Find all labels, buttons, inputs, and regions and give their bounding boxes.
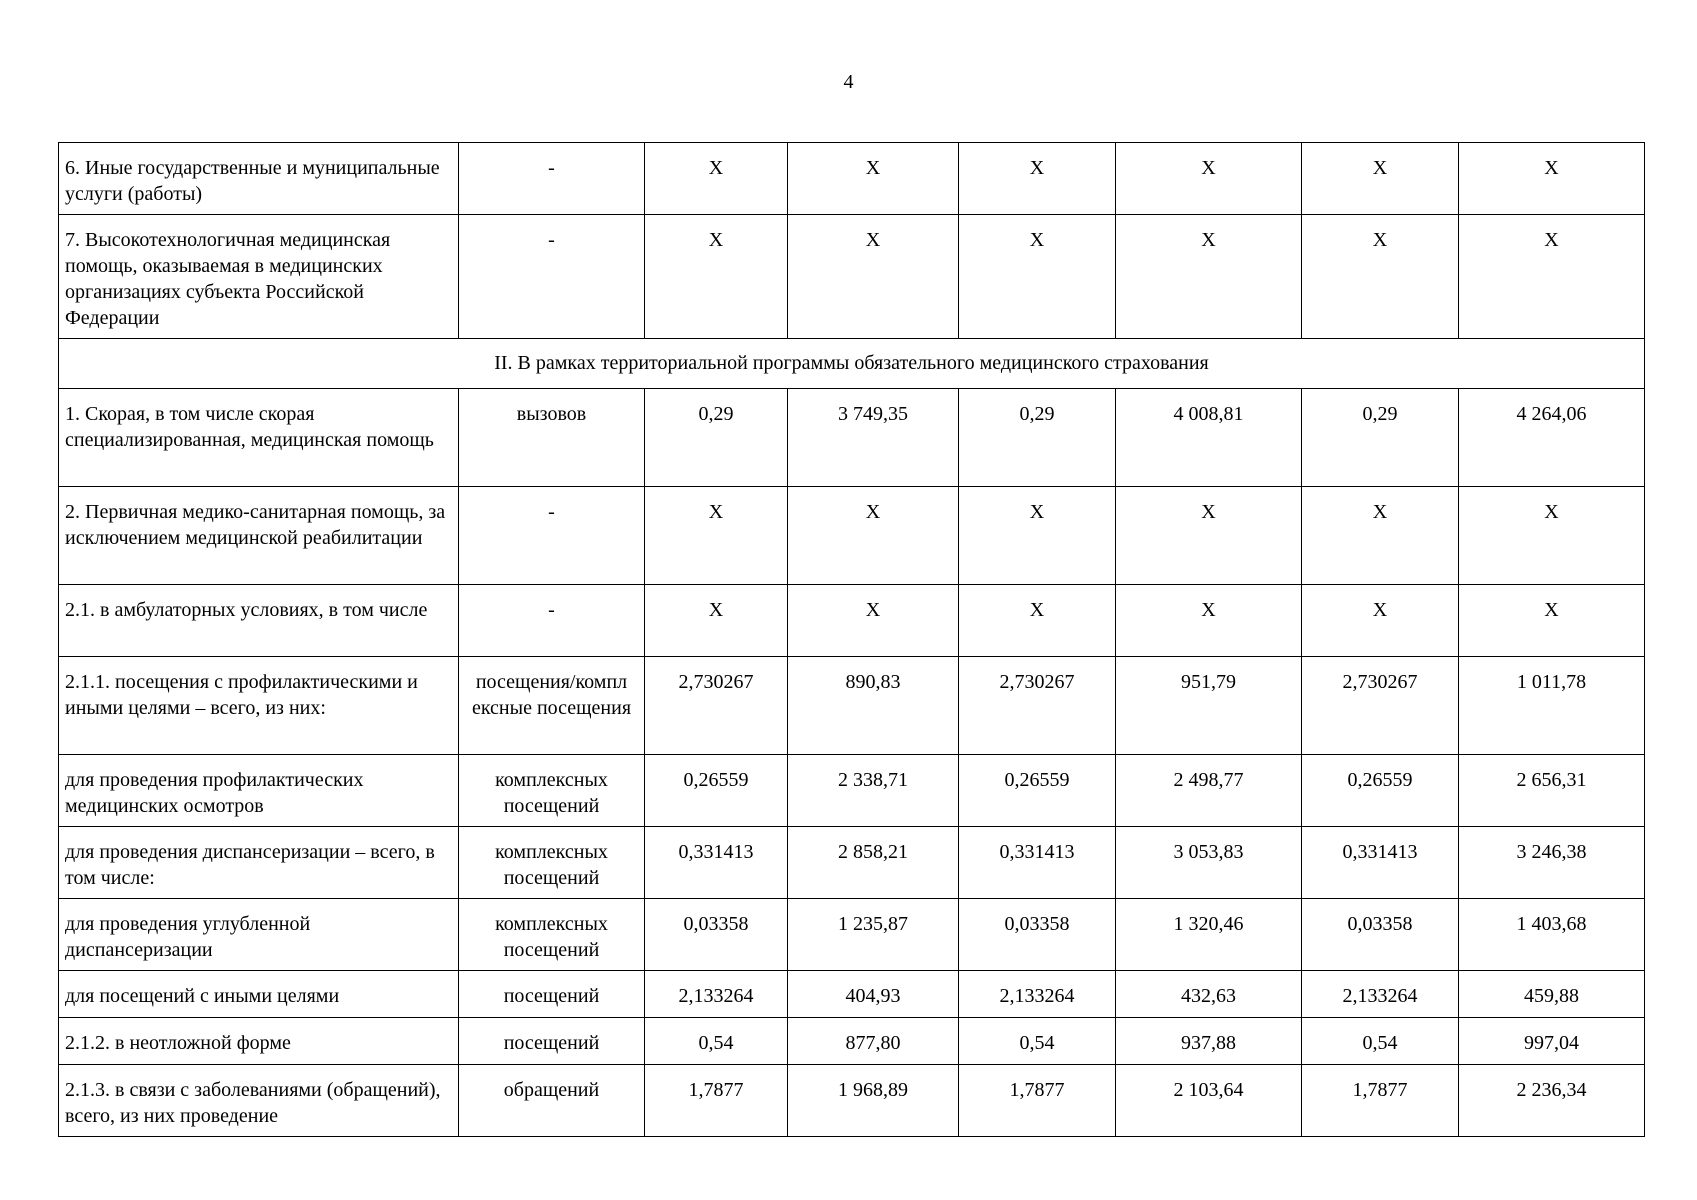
table-row	[59, 657, 1645, 755]
value-cell: 459,88	[1459, 971, 1645, 1018]
value-cell: 0,331413	[645, 827, 788, 899]
care-type-cell: 2. Первичная медико-санитарная помощь, за исключением медицинской реабилитации	[59, 487, 459, 585]
value-cell: 2 498,77	[1116, 755, 1302, 827]
value-cell: 3 246,38	[1459, 827, 1645, 899]
care-type-cell: 2.1.1. посещения с профилактическими и иными целями – всего, из них:	[59, 657, 459, 755]
table-body	[59, 143, 1645, 1137]
value-cell: X	[645, 143, 788, 215]
value-cell: 2,133264	[959, 971, 1116, 1018]
value-cell: 890,83	[788, 657, 959, 755]
value-cell: X	[1302, 487, 1459, 585]
value-cell: 0,26559	[645, 755, 788, 827]
table-row	[59, 585, 1645, 657]
value-cell: X	[1116, 143, 1302, 215]
care-type-cell: для посещений с иными целями	[59, 971, 459, 1018]
value-cell: X	[1116, 215, 1302, 339]
value-cell: 4 264,06	[1459, 389, 1645, 487]
table-row	[59, 1065, 1645, 1137]
table-row	[59, 487, 1645, 585]
value-cell: 2,133264	[645, 971, 788, 1018]
value-cell: 0,54	[959, 1018, 1116, 1065]
value-cell: X	[1459, 215, 1645, 339]
unit-cell: комплексных посещений	[459, 827, 645, 899]
value-cell: 2 338,71	[788, 755, 959, 827]
value-cell: X	[1116, 585, 1302, 657]
value-cell: X	[959, 487, 1116, 585]
care-type-cell: 2.1.3. в связи с заболеваниями (обращений), всего, из них проведение	[59, 1065, 459, 1137]
value-cell: X	[645, 215, 788, 339]
value-cell: 1,7877	[1302, 1065, 1459, 1137]
value-cell: X	[788, 585, 959, 657]
care-type-cell: для проведения профилактических медицинских осмотров	[59, 755, 459, 827]
value-cell: X	[1302, 585, 1459, 657]
value-cell: 3 053,83	[1116, 827, 1302, 899]
value-cell: X	[1302, 143, 1459, 215]
value-cell: X	[1459, 585, 1645, 657]
unit-cell: посещений	[459, 1018, 645, 1065]
value-cell: X	[788, 143, 959, 215]
unit-cell: комплексных посещений	[459, 755, 645, 827]
value-cell: X	[645, 487, 788, 585]
care-type-cell: для проведения углубленной диспансеризации	[59, 899, 459, 971]
value-cell: 0,54	[1302, 1018, 1459, 1065]
value-cell: 937,88	[1116, 1018, 1302, 1065]
care-type-cell: 6. Иные государственные и муниципальные услуги (работы)	[59, 143, 459, 215]
value-cell: 1,7877	[645, 1065, 788, 1137]
medical-care-norms-table	[58, 142, 1645, 1137]
care-type-cell: 7. Высокотехнологичная медицинская помощь, оказываемая в медицинских организациях субъекта Российской Федерации	[59, 215, 459, 339]
unit-cell: посещений	[459, 971, 645, 1018]
section-header-row	[59, 339, 1645, 389]
unit-cell: комплексных посещений	[459, 899, 645, 971]
value-cell: 2 858,21	[788, 827, 959, 899]
value-cell: 1 235,87	[788, 899, 959, 971]
value-cell: 0,03358	[959, 899, 1116, 971]
value-cell: 0,331413	[959, 827, 1116, 899]
value-cell: X	[959, 585, 1116, 657]
value-cell: 1 320,46	[1116, 899, 1302, 971]
value-cell: 877,80	[788, 1018, 959, 1065]
value-cell: X	[959, 215, 1116, 339]
unit-cell: -	[459, 585, 645, 657]
table-row	[59, 143, 1645, 215]
value-cell: 1 968,89	[788, 1065, 959, 1137]
value-cell: X	[788, 215, 959, 339]
unit-cell: посещения/компл ексные посещения	[459, 657, 645, 755]
value-cell: 432,63	[1116, 971, 1302, 1018]
value-cell: 0,29	[645, 389, 788, 487]
care-type-cell: 1. Скорая, в том числе скорая специализированная, медицинская помощь	[59, 389, 459, 487]
value-cell: 2,730267	[645, 657, 788, 755]
unit-cell: -	[459, 487, 645, 585]
value-cell: 404,93	[788, 971, 959, 1018]
table-row	[59, 827, 1645, 899]
care-type-cell: 2.1.2. в неотложной форме	[59, 1018, 459, 1065]
value-cell: 0,03358	[1302, 899, 1459, 971]
value-cell: 2 236,34	[1459, 1065, 1645, 1137]
value-cell: X	[1459, 143, 1645, 215]
value-cell: 2 103,64	[1116, 1065, 1302, 1137]
care-type-cell: для проведения диспансеризации – всего, в том числе:	[59, 827, 459, 899]
table-row	[59, 1018, 1645, 1065]
value-cell: 2,133264	[1302, 971, 1459, 1018]
value-cell: 0,331413	[1302, 827, 1459, 899]
value-cell: 1,7877	[959, 1065, 1116, 1137]
table-row	[59, 389, 1645, 487]
unit-cell: обращений	[459, 1065, 645, 1137]
unit-cell: -	[459, 143, 645, 215]
value-cell: X	[645, 585, 788, 657]
section-title: II. В рамках территориальной программы обязательного медицинского страхования	[59, 339, 1645, 389]
table-row	[59, 899, 1645, 971]
value-cell: 2 656,31	[1459, 755, 1645, 827]
value-cell: X	[1302, 215, 1459, 339]
value-cell: 0,29	[1302, 389, 1459, 487]
value-cell: 1 011,78	[1459, 657, 1645, 755]
value-cell: 0,03358	[645, 899, 788, 971]
value-cell: 0,26559	[959, 755, 1116, 827]
value-cell: 0,26559	[1302, 755, 1459, 827]
value-cell: 2,730267	[959, 657, 1116, 755]
unit-cell: -	[459, 215, 645, 339]
value-cell: 4 008,81	[1116, 389, 1302, 487]
value-cell: 1 403,68	[1459, 899, 1645, 971]
table-row	[59, 971, 1645, 1018]
unit-cell: вызовов	[459, 389, 645, 487]
table-row	[59, 215, 1645, 339]
value-cell: 0,29	[959, 389, 1116, 487]
value-cell: X	[1459, 487, 1645, 585]
value-cell: 997,04	[1459, 1018, 1645, 1065]
page-number: 4	[843, 71, 854, 93]
value-cell: X	[788, 487, 959, 585]
value-cell: X	[959, 143, 1116, 215]
value-cell: 951,79	[1116, 657, 1302, 755]
value-cell: 0,54	[645, 1018, 788, 1065]
table-row	[59, 755, 1645, 827]
care-type-cell: 2.1. в амбулаторных условиях, в том числе	[59, 585, 459, 657]
value-cell: X	[1116, 487, 1302, 585]
value-cell: 2,730267	[1302, 657, 1459, 755]
value-cell: 3 749,35	[788, 389, 959, 487]
